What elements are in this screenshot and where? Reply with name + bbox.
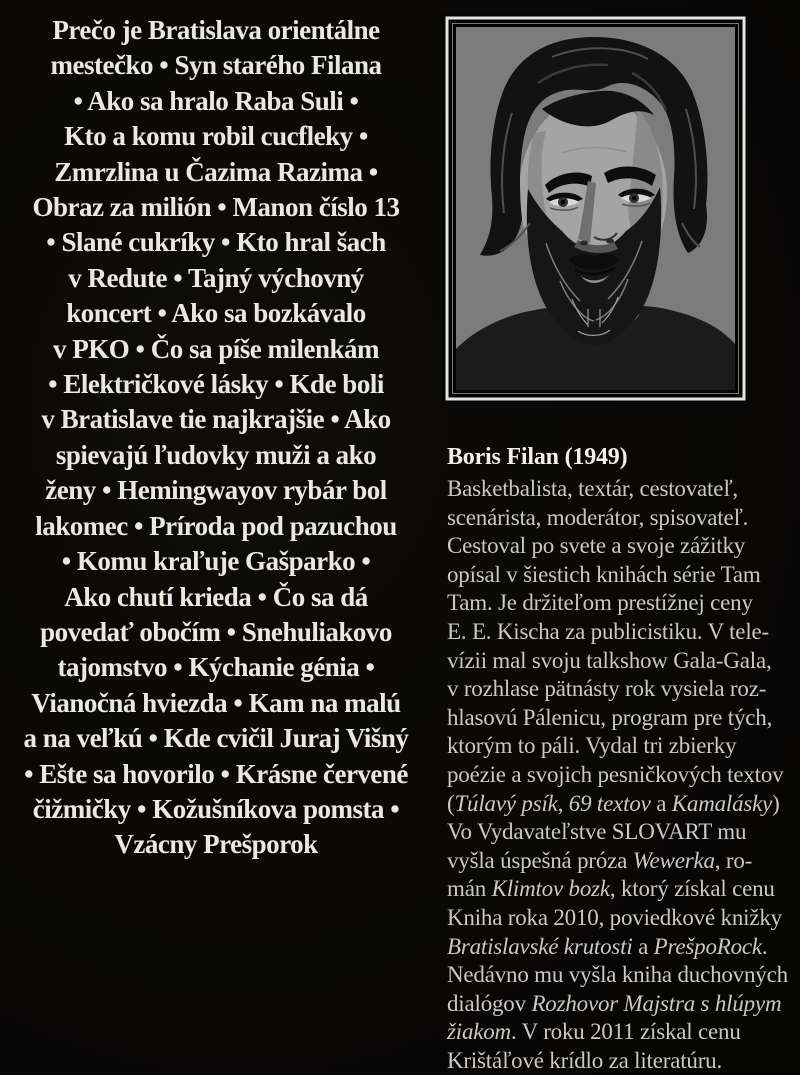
bio-line: hlasovú Pálenicu, program pre tých, bbox=[447, 704, 773, 730]
bio-line: v rozhlase pätnásty rok vysiela roz- bbox=[447, 676, 767, 702]
bio-line: Kniha roka 2010, poviedkové knižky bbox=[447, 904, 782, 930]
bio-line: scenárista, moderátor, spisovateľ. bbox=[447, 504, 749, 530]
chapter-list-line: koncert • Ako sa bozkávalo bbox=[66, 298, 366, 329]
bio-line: Bratislavské krutosti a PrešpoRock. bbox=[447, 933, 768, 959]
chapter-list-line: • Ešte sa hovorilo • Krásne červené bbox=[24, 758, 408, 789]
bio-paragraph bbox=[447, 475, 797, 1075]
boris-filan-portrait-illustration bbox=[442, 13, 749, 404]
chapter-list-line: v PKO • Čo sa píše milenkám bbox=[53, 333, 379, 364]
chapter-list-line: • Ako sa hralo Raba Suli • bbox=[73, 85, 359, 116]
bio-line: opísal v šiestich knihách série Tam bbox=[447, 561, 761, 587]
chapter-list-line: Obraz za milión • Manon číslo 13 bbox=[32, 192, 400, 223]
bio-line: poézie a svojich pesničkových textov bbox=[447, 761, 784, 787]
chapter-list-line: Kto a komu robil cucfleky • bbox=[64, 121, 368, 152]
bio-line: ktorým to páli. Vydal tri zbierky bbox=[447, 733, 737, 759]
bio-line: žiakom. V roku 2011 získal cenu bbox=[447, 1019, 741, 1045]
chapter-list-line: Ako chutí krieda • Čo sa dá bbox=[64, 581, 368, 612]
chapter-list-line: Vzácny Prešporok bbox=[114, 829, 318, 860]
bio-line: vízii mal svoju talkshow Gala-Gala, bbox=[447, 647, 772, 673]
chapter-list-line: ženy • Hemingwayov rybár bol bbox=[45, 475, 387, 506]
bio-line: E. E. Kischa za publicistiku. V tele- bbox=[447, 618, 769, 644]
chapter-list-line: mestečko • Syn starého Filana bbox=[50, 50, 382, 81]
bio-line: Tam. Je držiteľom prestížnej ceny bbox=[447, 590, 753, 616]
bio-heading: Boris Filan (1949) bbox=[447, 444, 628, 470]
chapter-list-line: v Redute • Tajný výchovný bbox=[68, 262, 364, 293]
bio-line: Basketbalista, textár, cestovateľ, bbox=[447, 476, 738, 501]
bio-line: Nedávno mu vyšla kniha duchovných bbox=[447, 962, 788, 988]
bio-line: vyšla úspešná próza Wewerka, ro- bbox=[447, 847, 753, 873]
bio-section bbox=[447, 442, 797, 1075]
chapter-list-line: v Bratislave tie najkrajšie • Ako bbox=[41, 404, 391, 435]
chapter-list-line: Vianočná hviezda • Kam na malú bbox=[31, 687, 401, 718]
bio-line: Krištáľové krídlo za literatúru. bbox=[447, 1047, 723, 1073]
chapter-list-line: Zmrzlina u Čazima Razima • bbox=[54, 156, 378, 187]
chapter-list-line: a na veľkú • Kde cvičil Juraj Višný bbox=[23, 723, 409, 754]
bio-line: dialógov Rozhovor Majstra s hlúpym bbox=[447, 990, 782, 1016]
chapter-list-line: lakomec • Príroda pod pazuchou bbox=[35, 510, 397, 541]
chapter-list-line: čižmičky • Kožušníkova pomsta • bbox=[32, 793, 400, 824]
bio-line: Vo Vydavateľstve SLOVART mu bbox=[447, 819, 747, 845]
chapter-list bbox=[2, 13, 430, 863]
chapter-list-line: • Električkové lásky • Kde boli bbox=[48, 369, 384, 400]
chapter-list-line: Prečo je Bratislava orientálne bbox=[52, 15, 380, 45]
bio-line: Cestoval po svete a svoje zážitky bbox=[447, 533, 746, 559]
chapter-list-line: • Slané cukríky • Kto hral šach bbox=[46, 227, 386, 258]
portrait-frame bbox=[442, 13, 749, 404]
bio-line: mán Klimtov bozk, ktorý získal cenu bbox=[447, 876, 775, 902]
chapter-list-line: • Komu kraľuje Gašparko • bbox=[61, 546, 371, 577]
chapter-list-line: povedať obočím • Snehuliakovo bbox=[40, 616, 392, 647]
chapter-list-line: tajomstvo • Kýchanie génia • bbox=[57, 652, 375, 683]
chapter-list-line: spievajú ľudovky muži a ako bbox=[55, 439, 377, 470]
bio-line: (Túlavý psík, 69 textov a Kamalásky) bbox=[447, 790, 780, 816]
